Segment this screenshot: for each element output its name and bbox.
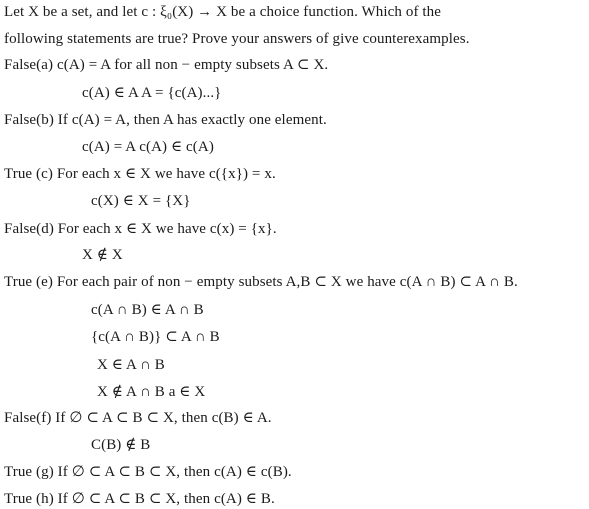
- answer-b: False(b) If c(A) = A, then A has exactly one element.: [4, 112, 327, 128]
- work-e-3: X ∈ A ∩ B: [97, 357, 165, 373]
- work-b: c(A) = A c(A) ∈ c(A): [82, 139, 214, 155]
- work-e-1: c(A ∩ B) ∈ A ∩ B: [91, 302, 204, 318]
- work-c: c(X) ∈ X = {X}: [91, 193, 191, 209]
- answer-d: False(d) For each x ∈ X we have c(x) = {x}.: [4, 221, 277, 237]
- answer-g: True (g) If ∅ ⊂ A ⊂ B ⊂ X, then c(A) ∈ c(B).: [4, 464, 292, 480]
- answer-c: True (c) For each x ∈ X we have c({x}) = x.: [4, 166, 276, 182]
- work-d: X ∉ X: [82, 247, 123, 263]
- work-e-4: X ∉ A ∩ B a ∈ X: [97, 384, 206, 400]
- work-a: c(A) ∈ A A = {c(A)...}: [82, 85, 222, 101]
- work-f: C(B) ∉ B: [91, 437, 151, 453]
- answer-f: False(f) If ∅ ⊂ A ⊂ B ⊂ X, then c(B) ∈ A.: [4, 410, 272, 426]
- question-line-1: Let X be a set, and let c : ξ₀(X) → X be a choice function. Which of the: [4, 4, 442, 20]
- answer-h: True (h) If ∅ ⊂ A ⊂ B ⊂ X, then c(A) ∈ B.: [4, 491, 275, 507]
- work-e-2: {c(A ∩ B)} ⊂ A ∩ B: [91, 329, 220, 345]
- answer-e: True (e) For each pair of non − empty subsets A,B ⊂ X we have c(A ∩ B) ⊂ A ∩ B.: [4, 274, 518, 290]
- answer-a: False(a) c(A) = A for all non − empty subsets A ⊂ X.: [4, 57, 329, 73]
- question-line-2: following statements are true? Prove your answers of give counterexamples.: [4, 31, 470, 47]
